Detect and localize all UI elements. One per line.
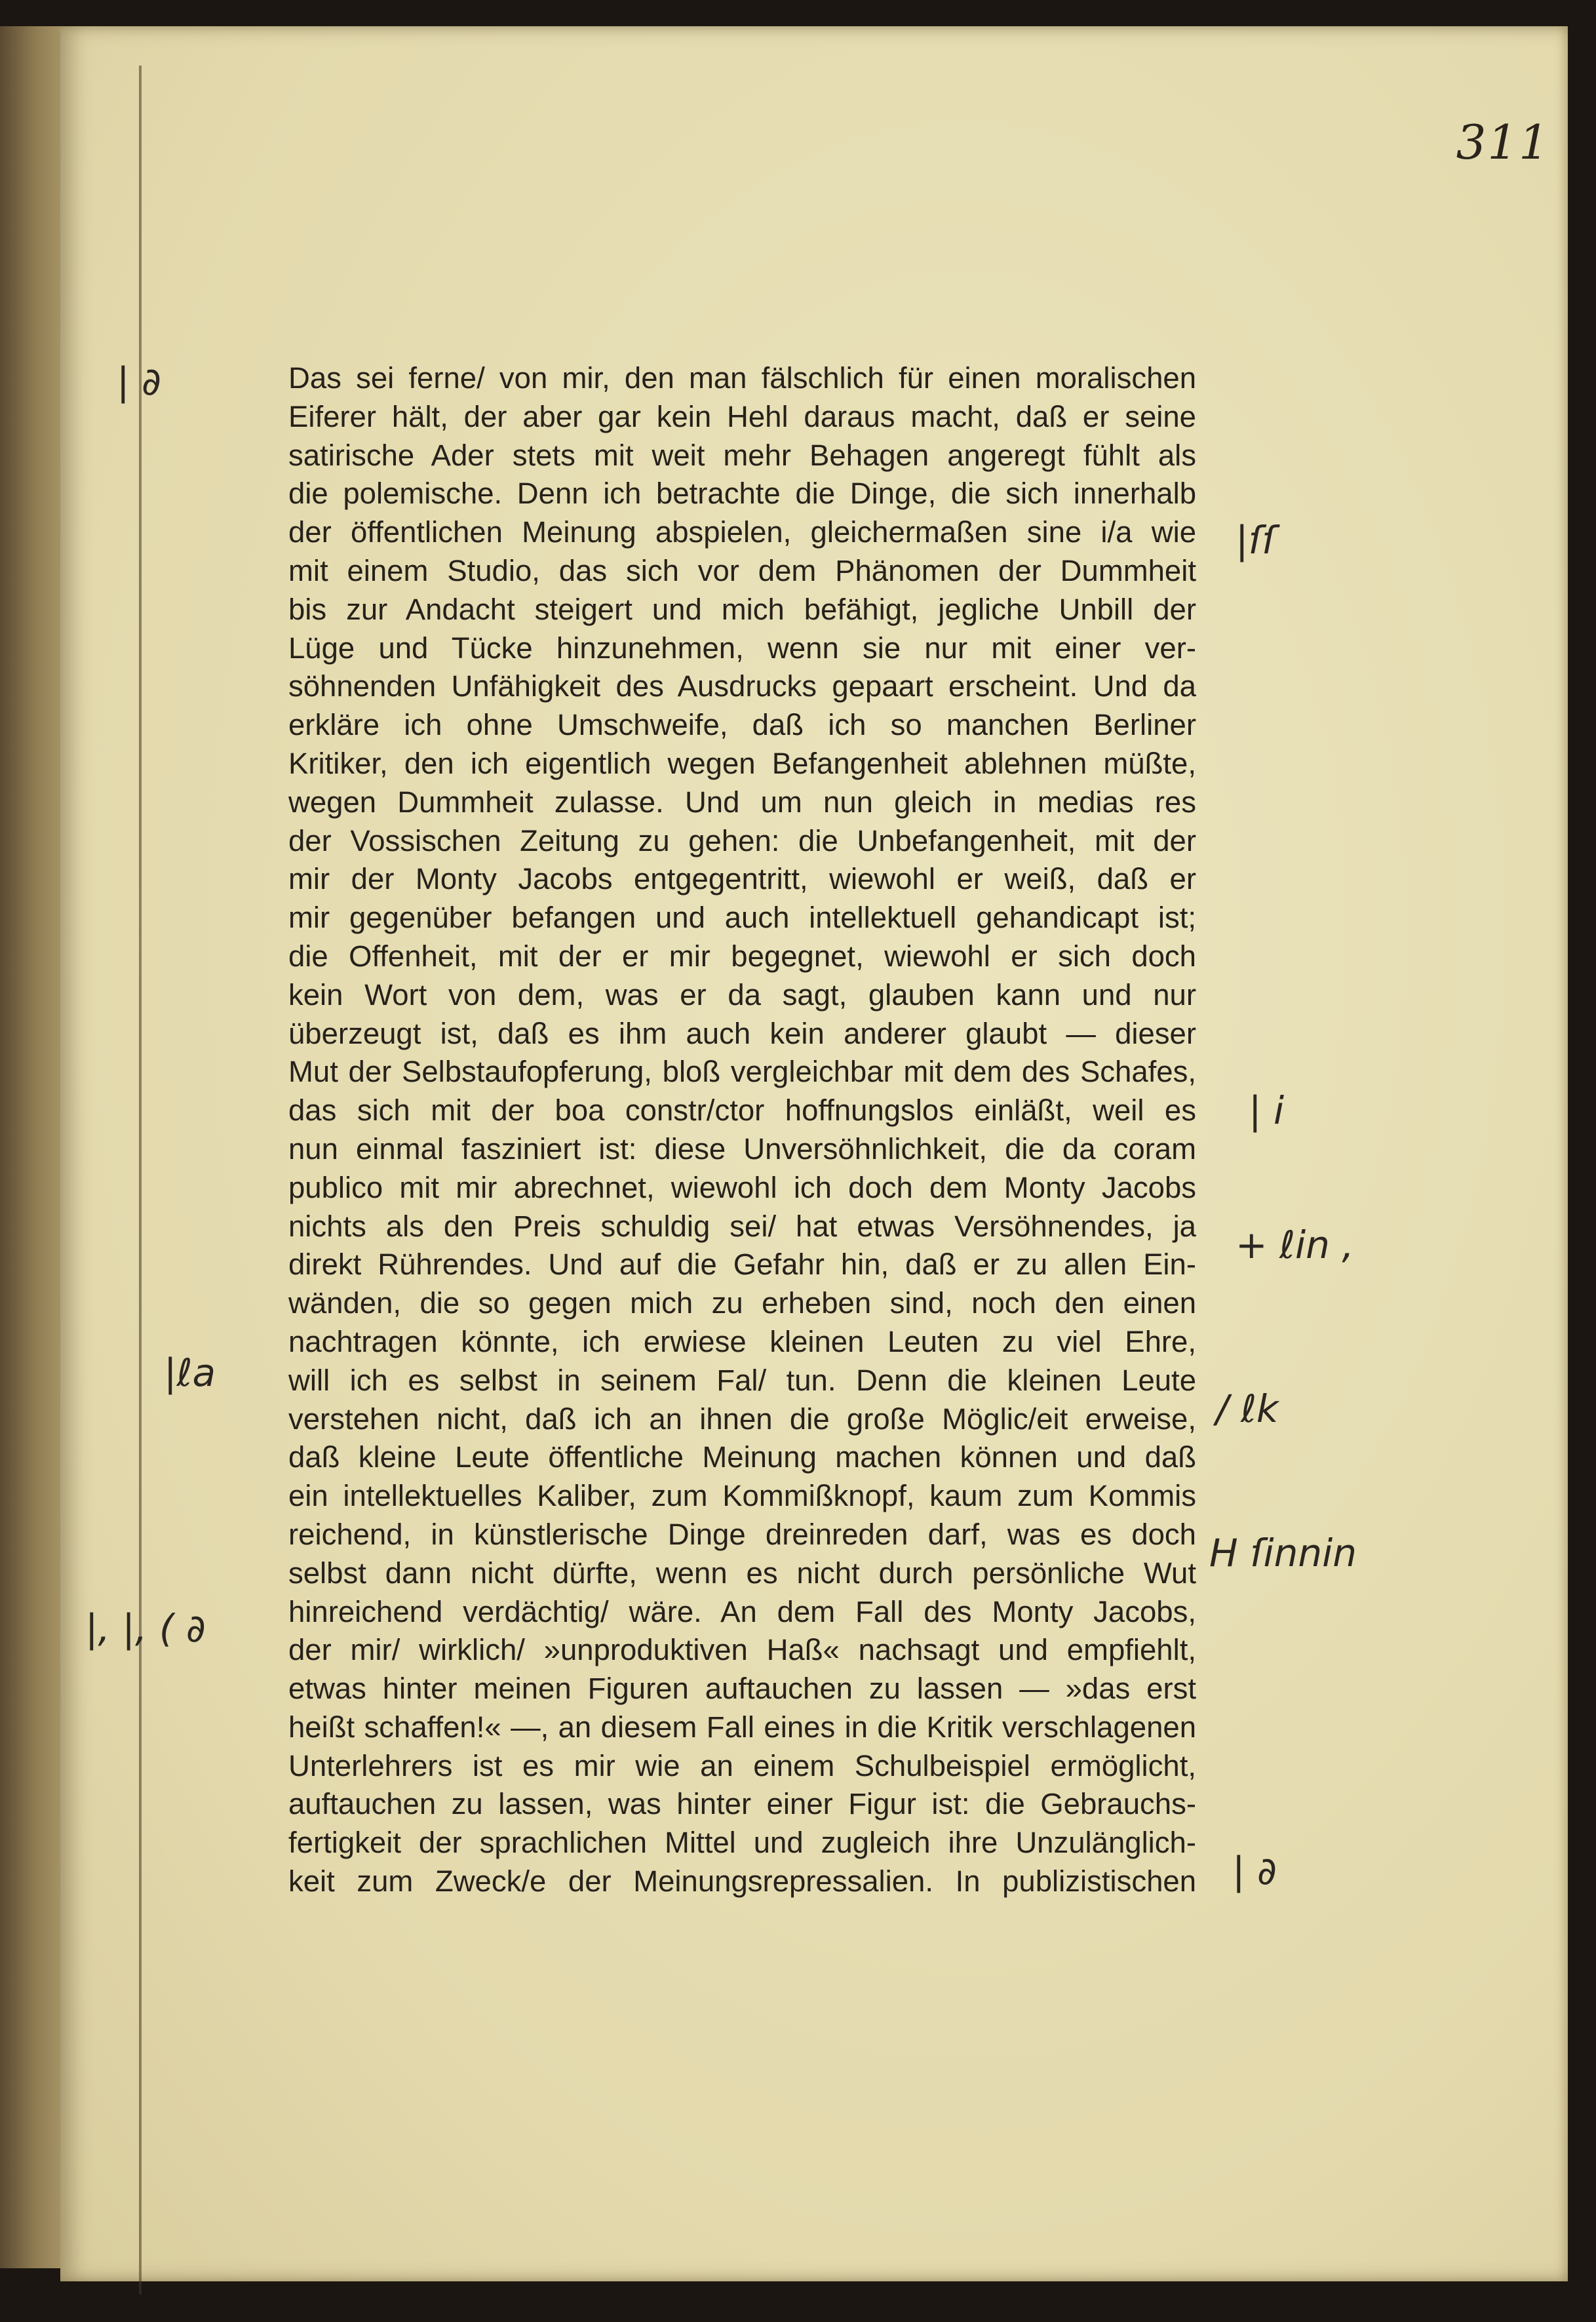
text-line: mir gegenüber befangen und auch intellektuell gehandicapt ist; [288, 901, 1196, 935]
margin-note-left: |ℓa [164, 1350, 216, 1395]
text-line: auftauchen zu lassen, was hinter einer Figur ist: die Gebrauchs- [288, 1787, 1196, 1821]
text-line: der Vossischen Zeitung zu gehen: die Unbefangenheit, mit der [288, 823, 1196, 857]
text-line: Mut der Selbstaufopferung, bloß vergleichbar mit dem des Schafes, [288, 1055, 1196, 1089]
text-line: Eiferer hält, der aber gar kein Hehl daraus macht, daß er seine [288, 399, 1196, 433]
text-line: kein Wort von dem, was er da sagt, glauben kann und nur [288, 977, 1196, 1012]
margin-note-right: + ℓin , [1236, 1223, 1354, 1267]
body-text [288, 359, 1196, 1901]
text-line: die Offenheit, mit der er mir begegnet, wiewohl er sich doch [288, 939, 1196, 973]
text-line: Kritiker, den ich eigentlich wegen Befangenheit ablehnen müßte, [288, 746, 1196, 780]
margin-note-left: |, |, ( ∂ [85, 1606, 206, 1651]
margin-note-left: | ∂ [117, 359, 161, 404]
margin-note-right: / ℓk [1216, 1387, 1279, 1431]
margin-note-right: H ſinnin [1209, 1531, 1357, 1575]
text-line: verstehen nicht, daß ich an ihnen die große Möglic/eit erweise, [288, 1402, 1196, 1436]
text-line: mit einem Studio, das sich vor dem Phänomen der Dummheit [288, 553, 1196, 587]
text-line: hinreichend verdächtig/ wäre. An dem Fall des Monty Jacobs, [288, 1594, 1196, 1628]
text-line: wegen Dummheit zulasse. Und um nun gleich in medias res [288, 785, 1196, 819]
text-line: mir der Monty Jacobs entgegentritt, wiewohl er weiß, daß er [288, 862, 1196, 896]
text-line: ein intellektuelles Kaliber, zum Kommißknopf, kaum zum Kommis [288, 1479, 1196, 1513]
text-line: heißt schaffen!« —, an diesem Fall eines in die Kritik verschlagenen [288, 1710, 1196, 1744]
text-line: überzeugt ist, daß es ihm auch kein anderer glaubt — dieser [288, 1016, 1196, 1050]
text-line: will ich es selbst in seinem Fal/ tun. Denn die kleinen Leute [288, 1363, 1196, 1397]
text-line: Lüge und Tücke hinzunehmen, wenn sie nur mit einer ver- [288, 631, 1196, 665]
margin-note-right: | i [1249, 1088, 1285, 1133]
text-line: das sich mit der boa constr/ctor hoffnungslos einläßt, weil es [288, 1093, 1196, 1128]
text-line: daß kleine Leute öffentliche Meinung machen können und daß [288, 1440, 1196, 1474]
text-line: nichts als den Preis schuldig sei/ hat etwas Versöhnendes, ja [288, 1209, 1196, 1243]
text-line: nachtragen könnte, ich erwiese kleinen Leuten zu viel Ehre, [288, 1324, 1196, 1358]
text-line: Das sei ferne/ von mir, den man fälschlich für einen moralischen [288, 361, 1196, 395]
text-line: wänden, die so gegen mich zu erheben sind, noch den einen [288, 1286, 1196, 1320]
margin-note-right: |ſſ [1236, 518, 1275, 562]
text-line: erkläre ich ohne Umschweife, daß ich so manchen Berliner [288, 708, 1196, 742]
text-line: fertigkeit der sprachlichen Mittel und zugleich ihre Unzulänglich- [288, 1826, 1196, 1860]
text-line: nun einmal fasziniert ist: diese Unversöhnlichkeit, die da coram [288, 1131, 1196, 1166]
text-line: etwas hinter meinen Figuren auftauchen zu lassen — »das erst [288, 1672, 1196, 1706]
text-line: söhnenden Unfähigkeit des Ausdrucks gepaart erscheint. Und da [288, 669, 1196, 703]
text-line: der mir/ wirklich/ »unproduktiven Haß« nachsagt und empfiehlt, [288, 1633, 1196, 1667]
text-line: keit zum Zweck/e der Meinungsrepressalien. In publizistischen [288, 1864, 1196, 1899]
text-line: Unterlehrers ist es mir wie an einem Schulbeispiel ermöglicht, [288, 1748, 1196, 1782]
text-line: satirische Ader stets mit weit mehr Behagen angeregt fühlt als [288, 438, 1196, 472]
text-line: der öffentlichen Meinung abspielen, gleichermaßen sine i/a wie [288, 515, 1196, 549]
text-line: selbst dann nicht dürfte, wenn es nicht durch persönliche Wut [288, 1556, 1196, 1590]
text-line: publico mit mir abrechnet, wiewohl ich doch dem Monty Jacobs [288, 1170, 1196, 1204]
margin-note-right: | ∂ [1232, 1849, 1277, 1893]
text-line: direkt Rührendes. Und auf die Gefahr hin, daß er zu allen Ein- [288, 1248, 1196, 1282]
text-line: die polemische. Denn ich betrachte die Dinge, die sich innerhalb [288, 477, 1196, 511]
text-line: reichend, in künstlerische Dinge dreinreden darf, was es doch [288, 1517, 1196, 1551]
page-number: 311 [1456, 115, 1550, 170]
text-line: bis zur Andacht steigert und mich befähigt, jegliche Unbill der [288, 592, 1196, 626]
